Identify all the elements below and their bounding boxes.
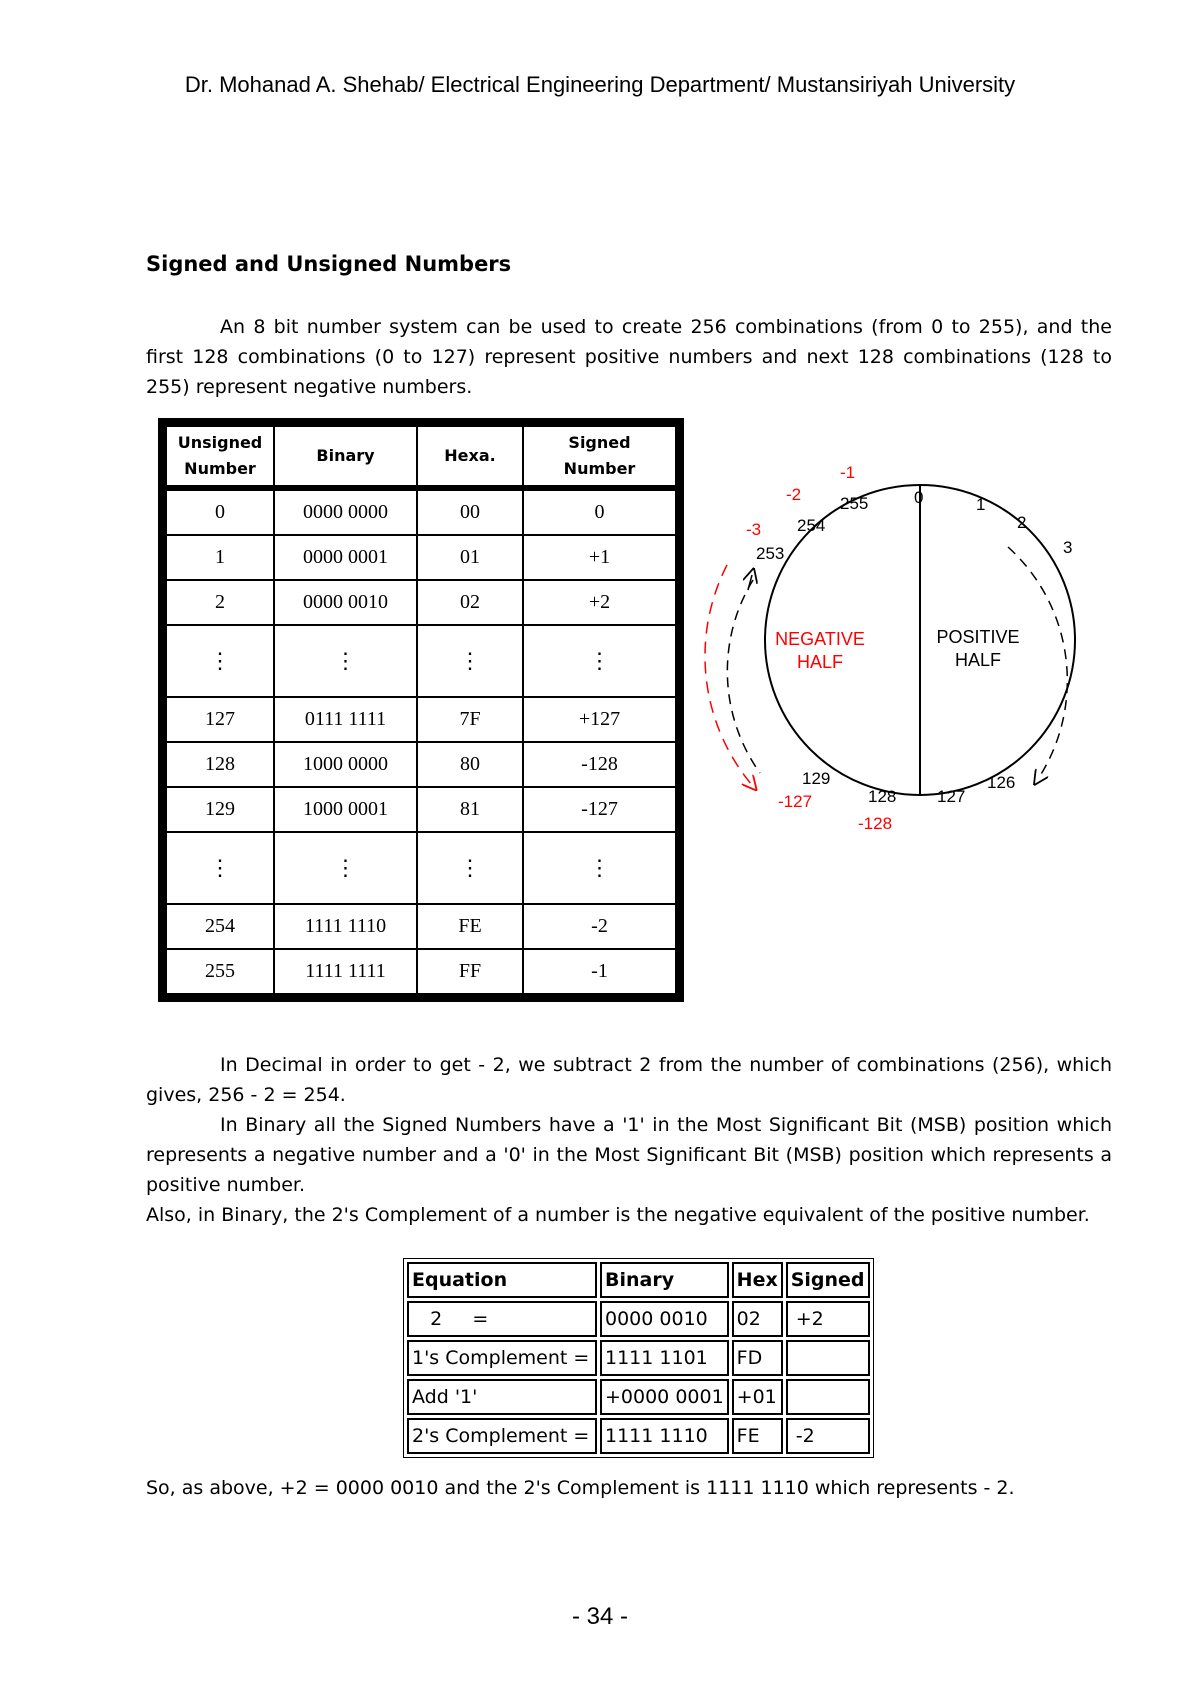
unsigned-label-128: 128 [868, 787, 897, 806]
cell-ellipsis: ⋮ [274, 832, 417, 904]
cell-hexa: 00 [417, 488, 523, 535]
cell-unsigned: 1 [166, 535, 274, 580]
cell-ellipsis: ⋮ [166, 832, 274, 904]
cell-ellipsis: ⋮ [274, 625, 417, 697]
table-row [407, 1379, 870, 1415]
cell-unsigned: 127 [166, 697, 274, 742]
number-wheel-diagram [690, 455, 1150, 855]
cell-binary: 1000 0000 [274, 742, 417, 787]
number-table [158, 418, 684, 1002]
table-row-ellipsis [166, 832, 676, 904]
signed-label-minus1: -1 [840, 463, 856, 482]
table-row [166, 904, 676, 949]
cell-equation: 2 = [407, 1301, 597, 1337]
cell-binary: 0000 0000 [274, 488, 417, 535]
unsigned-label-2: 2 [1017, 513, 1027, 532]
table-header-row [166, 426, 676, 488]
signed-label-minus3: -3 [746, 520, 762, 539]
cell-binary: 0000 0001 [274, 535, 417, 580]
cell-hexa: FF [417, 949, 523, 994]
unsigned-label-1: 1 [976, 495, 986, 514]
table-header-row [407, 1262, 870, 1298]
cell-ellipsis: ⋮ [523, 832, 676, 904]
cell-equation: 1's Complement = [407, 1340, 597, 1376]
table-row [166, 787, 676, 832]
cell-signed: -1 [523, 949, 676, 994]
cell-ellipsis: ⋮ [166, 625, 274, 697]
cell-unsigned: 128 [166, 742, 274, 787]
section-title: Signed and Unsigned Numbers [146, 252, 512, 276]
page-number: - 34 - [571, 1603, 628, 1630]
signed-label-minus128: -128 [858, 814, 893, 833]
cell-binary: 1111 1101 [600, 1340, 729, 1376]
page-header: Dr. Mohanad A. Shehab/ Electrical Engineering Department/ Mustansiriyah University [184, 72, 1016, 97]
cell-binary: 1000 0001 [274, 787, 417, 832]
header-signed: Signed [786, 1262, 870, 1298]
negative-half-label: NEGATIVE [775, 629, 865, 649]
cell-unsigned: 129 [166, 787, 274, 832]
cell-hexa: 01 [417, 535, 523, 580]
unsigned-label-255: 255 [840, 494, 869, 513]
cell-ellipsis: ⋮ [417, 625, 523, 697]
unsigned-label-0: 0 [914, 488, 924, 507]
signed-label-minus2: -2 [786, 485, 802, 504]
cell-ellipsis: ⋮ [523, 625, 676, 697]
unsigned-label-129: 129 [802, 769, 831, 788]
cell-signed: +2 [786, 1301, 870, 1337]
cell-hexa: 02 [417, 580, 523, 625]
table-row [407, 1418, 870, 1454]
header-unsigned: Unsigned Number [166, 426, 274, 488]
table-row [166, 742, 676, 787]
cell-binary: 1111 1110 [274, 904, 417, 949]
cell-equation: 2's Complement = [407, 1418, 597, 1454]
negative-direction-arrow [727, 580, 760, 773]
positive-half-label: POSITIVE [936, 627, 1020, 647]
cell-ellipsis: ⋮ [417, 832, 523, 904]
cell-binary: 0111 1111 [274, 697, 417, 742]
cell-unsigned: 0 [166, 488, 274, 535]
cell-signed: -2 [523, 904, 676, 949]
cell-binary: +0000 0001 [600, 1379, 729, 1415]
cell-hex: +01 [732, 1379, 783, 1415]
cell-unsigned: 2 [166, 580, 274, 625]
table-row [166, 580, 676, 625]
unsigned-label-254: 254 [797, 516, 826, 535]
paragraph-twos-complement: Also, in Binary, the 2's Complement of a number is the negative equivalent of the positive number. [146, 1204, 1090, 1226]
cell-hexa: 81 [417, 787, 523, 832]
cell-signed: +2 [523, 580, 676, 625]
cell-signed: 0 [523, 488, 676, 535]
cell-binary: 0000 0010 [274, 580, 417, 625]
positive-half-label: HALF [954, 650, 1002, 670]
cell-hexa: FE [417, 904, 523, 949]
header-hex: Hex [732, 1262, 783, 1298]
table-row [166, 535, 676, 580]
cell-signed: +127 [523, 697, 676, 742]
negative-half-label: HALF [796, 652, 844, 672]
intro-paragraph: An 8 bit number system can be used to create 256 combinations (from 0 to 255), and the first 128 combinations (0 to 127) represent positive numbers and next 128 combinations (128 to 255) represent negative numbers. [146, 316, 1112, 398]
cell-signed: +1 [523, 535, 676, 580]
table-row-ellipsis [166, 625, 676, 697]
header-hexa: Hexa. [417, 426, 523, 488]
cell-binary: 0000 0010 [600, 1301, 729, 1337]
cell-equation: Add '1' [407, 1379, 597, 1415]
cell-hex: FE [732, 1418, 783, 1454]
cell-hex: 02 [732, 1301, 783, 1337]
cell-hexa: 7F [417, 697, 523, 742]
cell-unsigned: 255 [166, 949, 274, 994]
positive-direction-arrow [1008, 547, 1067, 779]
twos-complement-table [403, 1258, 874, 1458]
table-row [166, 488, 676, 535]
header-binary: Binary [600, 1262, 729, 1298]
cell-binary: 1111 1110 [600, 1418, 729, 1454]
conclusion-paragraph: So, as above, +2 = 0000 0010 and the 2's Complement is 1111 1110 which represents - 2. [146, 1477, 1015, 1499]
unsigned-label-127: 127 [937, 787, 966, 806]
table-row [166, 697, 676, 742]
negative-direction-arrow-red [705, 565, 752, 785]
paragraph-decimal: In Decimal in order to get - 2, we subtract 2 from the number of combinations (256), which gives, 256 - 2 = 254. [146, 1054, 1112, 1106]
unsigned-label-3: 3 [1063, 538, 1073, 557]
cell-hex: FD [732, 1340, 783, 1376]
cell-signed [786, 1379, 870, 1415]
table-row [166, 949, 676, 994]
cell-hexa: 80 [417, 742, 523, 787]
header-binary: Binary [274, 426, 417, 488]
table-row [407, 1340, 870, 1376]
table-row [407, 1301, 870, 1337]
cell-unsigned: 254 [166, 904, 274, 949]
paragraph-binary-msb: In Binary all the Signed Numbers have a '1' in the Most Significant Bit (MSB) position which represents a negative number and a '0' in the Most Significant Bit (MSB) position which represents a positive number. [146, 1114, 1112, 1196]
header-signed: Signed Number [523, 426, 676, 488]
cell-signed: -127 [523, 787, 676, 832]
cell-signed: -128 [523, 742, 676, 787]
unsigned-label-253: 253 [756, 544, 785, 563]
header-equation: Equation [407, 1262, 597, 1298]
cell-signed [786, 1340, 870, 1376]
unsigned-label-126: 126 [987, 773, 1016, 792]
signed-label-minus127: -127 [778, 792, 813, 811]
cell-signed: -2 [786, 1418, 870, 1454]
cell-binary: 1111 1111 [274, 949, 417, 994]
